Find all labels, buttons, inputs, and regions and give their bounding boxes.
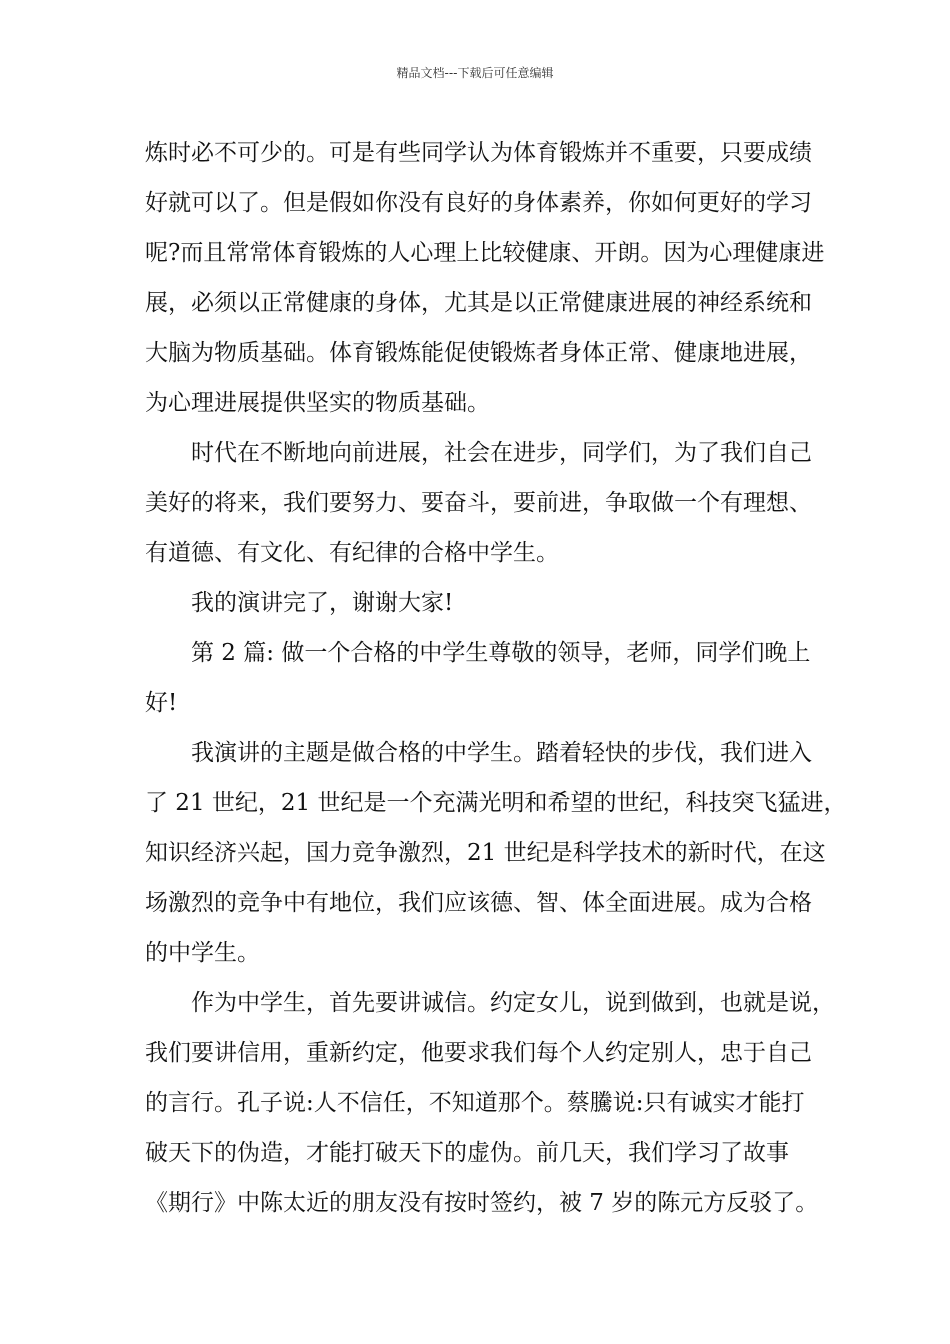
text-line-20: 的言行。孔子说:人不信任，不知道那个。蔡騰说:只有诚实才能打 — [145, 1090, 805, 1116]
text-line-18: 作为中学生，首先要讲诚信。约定女儿，说到做到，也就是说， — [191, 990, 835, 1016]
text-line-3: 呢?而且常常体育锻炼的人心理上比较健康、开朗。因为心理健康进 — [145, 240, 825, 266]
text-line-5: 大脑为物质基础。体育锻炼能促使锻炼者身体正常、健康地进展， — [145, 340, 812, 366]
text-line-19: 我们要讲信用，重新约定，他要求我们每个人约定别人，忠于自己 — [145, 1040, 812, 1066]
text-line-11: 第 2 篇: 做一个合格的中学生尊敬的领导，老师，同学们晚上 — [191, 640, 811, 666]
document-body — [145, 128, 847, 1228]
text-line-6: 为心理进展提供坚实的物质基础。 — [145, 390, 490, 416]
text-line-13: 我演讲的主题是做合格的中学生。踏着轻快的步伐，我们进入 — [191, 740, 812, 766]
text-line-7: 时代在不断地向前进展，社会在进步，同学们，为了我们自己 — [191, 440, 812, 466]
text-line-4: 展，必须以正常健康的身体，尤其是以正常健康进展的神经系统和 — [145, 290, 812, 316]
text-line-22: 《期行》中陈太近的朋友没有按时签约，被 7 岁的陈元方反驳了。 — [145, 1190, 819, 1216]
text-line-12: 好! — [145, 690, 178, 716]
text-line-10: 我的演讲完了，谢谢大家! — [191, 590, 454, 616]
text-line-16: 场激烈的竞争中有地位，我们应该德、智、体全面进展。成为合格 — [145, 890, 812, 916]
page-header: 精品文档---下载后可任意编辑 — [396, 66, 554, 80]
text-line-8: 美好的将来，我们要努力、要奋斗，要前进，争取做一个有理想、 — [145, 490, 812, 516]
text-line-9: 有道德、有文化、有纪律的合格中学生。 — [145, 540, 559, 566]
text-line-17: 的中学生。 — [145, 940, 260, 966]
text-line-14: 了 21 世纪，21 世纪是一个充满光明和希望的世纪，科技突飞猛进， — [145, 790, 847, 816]
text-line-15: 知识经济兴起，国力竞争激烈，21 世纪是科学技术的新时代，在这 — [145, 840, 826, 866]
text-line-1: 炼时必不可少的。可是有些同学认为体育锻炼并不重要，只要成绩 — [145, 140, 812, 166]
text-line-2: 好就可以了。但是假如你没有良好的身体素养，你如何更好的学习 — [145, 190, 812, 216]
text-line-21: 破天下的伪造，才能打破天下的虚伪。前几天，我们学习了故事 — [145, 1140, 789, 1166]
